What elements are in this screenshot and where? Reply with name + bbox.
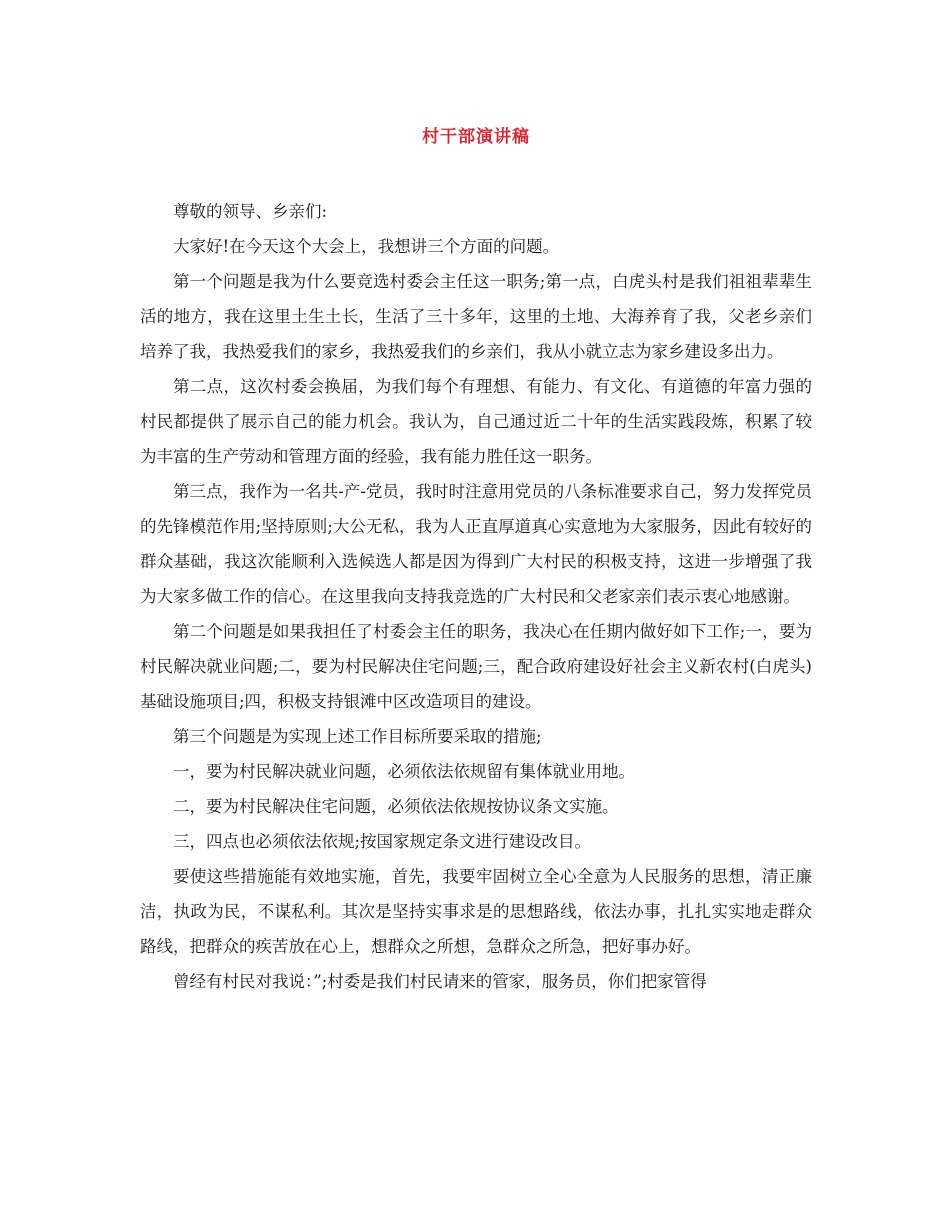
- paragraph: 二，要为村民解决住宅问题，必须依法依规按协议条文实施。: [173, 797, 619, 816]
- paragraph: 尊敬的领导、乡亲们:: [173, 202, 328, 221]
- paragraph: 第二点，这次村委会换届，为我们每个有理想、有能力、有文化、有道德的年富力强的村民都提供了展示自己的能力机会。我认为，自己通过近二十年的生活实践段炼，积累了较为丰富的生产劳动和管理方面的经验，我有能力胜任这一职务。: [140, 377, 812, 466]
- paragraph: 曾经有村民对我说：”;村委是我们村民请来的管家，服务员，你们把家管得: [173, 972, 707, 991]
- paragraph: 要使这些措施能有效地实施，首先，我要牢固树立全心全意为人民服务的思想，清正廉洁，执政为民，不谋私利。其次是坚持实事求是的思想路线，依法办事，扎扎实实地走群众路线，把群众的疾苦放在心上，想群众之所想，急群众之所急，把好事办好。: [140, 867, 812, 956]
- paragraph: 第二个问题是如果我担任了村委会主任的职务，我决心在任期内做好如下工作;一，要为村民解决就业问题;二，要为村民解决住宅问题;三，配合政府建设好社会主义新农村(白虎头)基础设施项目;四，积极支持银滩中区改造项目的建设。: [140, 622, 812, 711]
- document-body: [140, 194, 812, 999]
- paragraph: 第一个问题是我为什么要竞选村委会主任这一职务;第一点，白虎头村是我们祖祖辈辈生活的地方，我在这里土生土长，生活了三十多年，这里的土地、大海养育了我，父老乡亲们培养了我，我热爱我们的家乡，我热爱我们的乡亲们，我从小就立志为家乡建设多出力。: [140, 272, 812, 361]
- paragraph: 第三个问题是为实现上述工作目标所要采取的措施;: [173, 727, 542, 746]
- document-title: 村干部演讲稿: [422, 127, 530, 147]
- paragraph: 第三点，我作为一名共-产-党员，我时时注意用党员的八条标准要求自己，努力发挥党员的先锋模范作用;坚持原则;大公无私，我为人正直厚道真心实意地为大家服务，因此有较好的群众基础，我这次能顺利入选候选人都是因为得到广大村民的积极支持，这进一步增强了我为大家多做工作的信心。在这里我向支持我竞选的广大村民和父老家亲们表示衷心地感谢。: [140, 482, 812, 606]
- paragraph: 一，要为村民解决就业问题，必须依法依规留有集体就业用地。: [173, 762, 635, 781]
- document-page: [140, 0, 812, 1230]
- paragraph: 三，四点也必须依法依规;按国家规定条文进行建设改目。: [173, 832, 592, 851]
- paragraph: 大家好!在今天这个大会上，我想讲三个方面的问题。: [173, 237, 560, 256]
